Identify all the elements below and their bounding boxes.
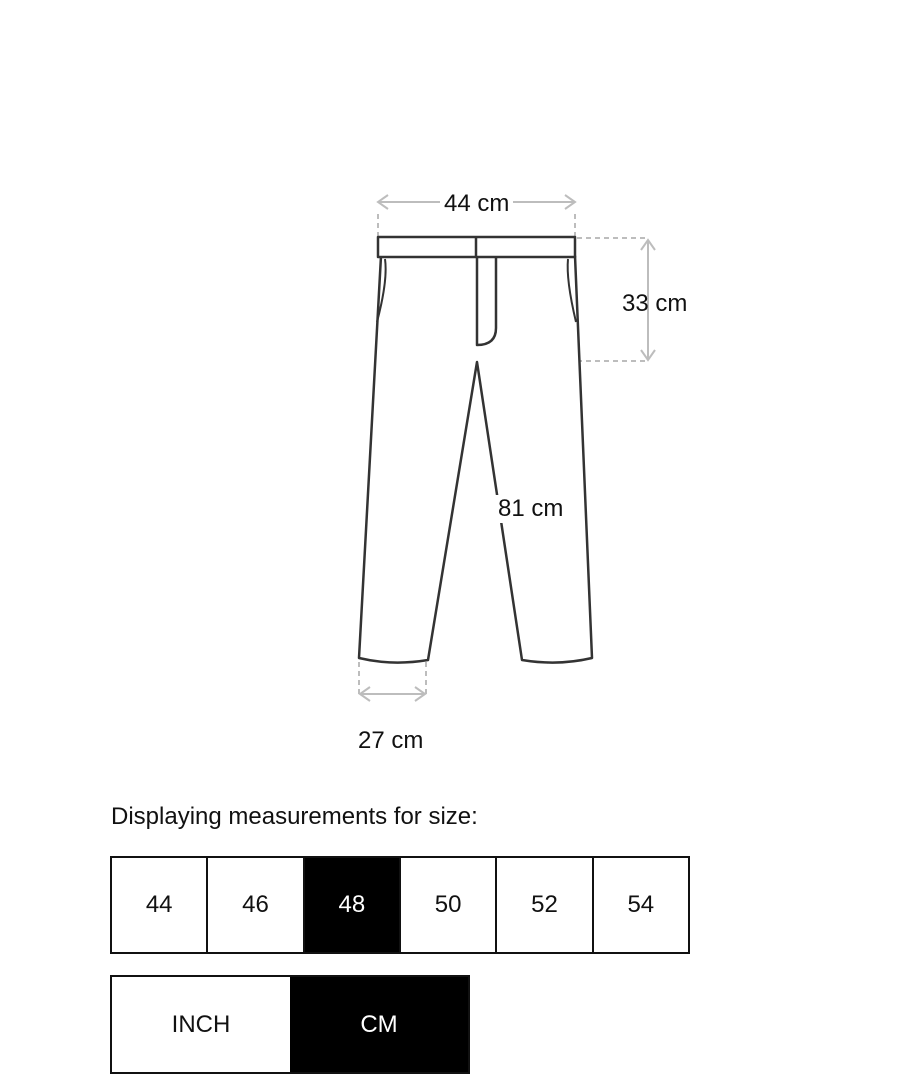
size-option-48[interactable]: 48 [305, 858, 401, 952]
trousers-outline [359, 237, 592, 663]
unit-option-inch[interactable]: INCH [112, 977, 290, 1072]
size-option-44[interactable]: 44 [112, 858, 208, 952]
size-option-54[interactable]: 54 [594, 858, 688, 952]
size-selector [110, 856, 690, 954]
size-option-46[interactable]: 46 [208, 858, 304, 952]
size-option-50[interactable]: 50 [401, 858, 497, 952]
hem-measurement-label: 27 cm [358, 727, 424, 754]
hem-arrow [359, 662, 426, 701]
inseam-measurement-label: 81 cm [494, 495, 567, 523]
waist-measurement-label: 44 cm [440, 190, 513, 218]
rise-measurement-label: 33 cm [622, 290, 688, 317]
unit-toggle [110, 975, 470, 1074]
unit-option-cm[interactable]: CM [290, 977, 468, 1072]
size-selector-heading: Displaying measurements for size: [111, 803, 478, 830]
size-option-52[interactable]: 52 [497, 858, 593, 952]
